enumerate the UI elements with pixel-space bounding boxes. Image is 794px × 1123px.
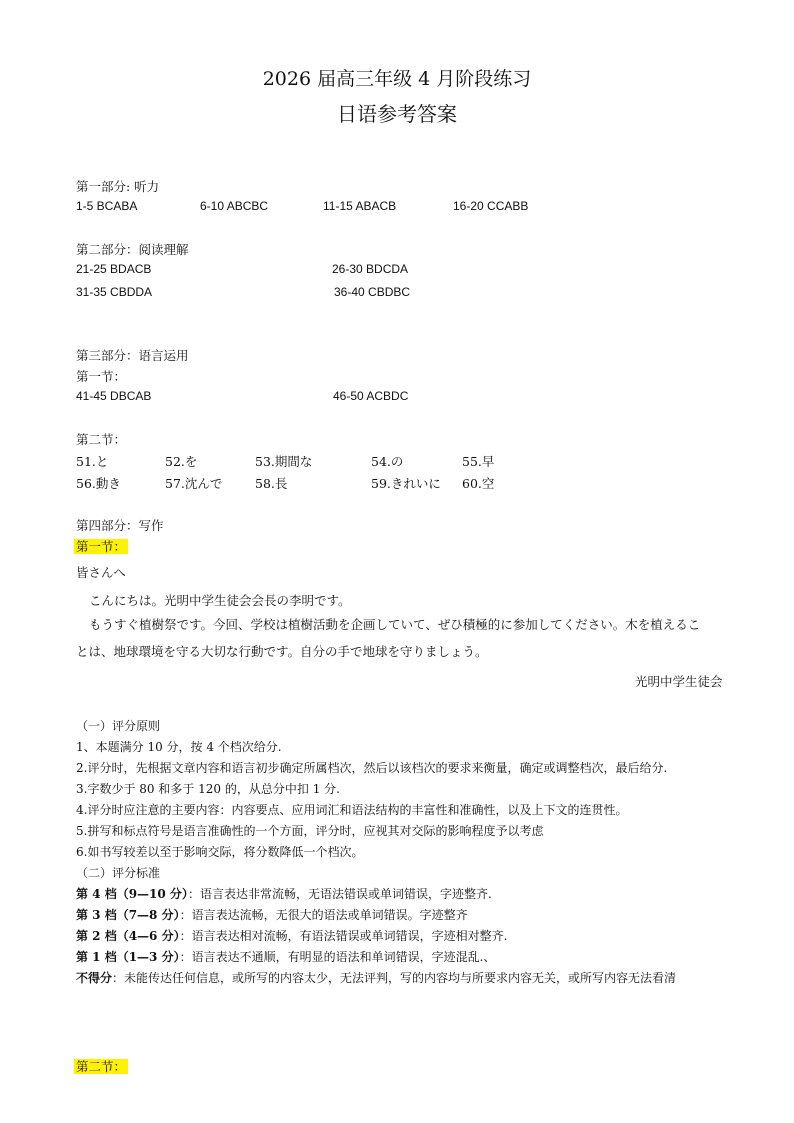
standards-heading: （二）评分标准: [76, 866, 161, 880]
part4-section1-label: [74, 537, 128, 555]
cloze-answer: 53.期間な: [255, 454, 313, 469]
highlighted-label: 第二节：: [76, 1059, 127, 1074]
principle-item: 4.评分时应注意的主要内容：内容要点、应用词汇和语法结构的丰富性和准确性，以及上下文的连贯性。: [76, 803, 628, 817]
cloze-answer: 60.空: [462, 476, 495, 491]
principle-item: 6.如书写较差以至于影响交际，将分数降低一个档次。: [76, 845, 364, 859]
standard-text: ：语言表达流畅，无很大的语法或单词错误。字迹整齐: [179, 908, 468, 922]
part3-heading: 第三部分：语言运用: [76, 348, 189, 363]
scoring-principles: [76, 716, 756, 989]
cloze-answer: 57.沈んで: [165, 476, 223, 491]
cloze-answer: 58.長: [255, 476, 288, 491]
standard-text: ：未能传达任何信息，或所写的内容太少，无法评判，写的内容均与所要求内容无关，或所写内容无法看清: [112, 971, 677, 985]
cloze-answer: 52.を: [165, 454, 198, 469]
part2-answer: 21-25 BDACB: [76, 262, 152, 276]
part1-answer: 1-5 BCABA: [76, 199, 138, 213]
standard-label: 不得分: [76, 971, 113, 985]
letter-paragraph: もうすぐ植樹祭です。今回、学校は植樹活動を企画していて、ぜひ積極的に参加してください。木を植えるこ: [89, 617, 701, 632]
cloze-answer: 56.動き: [76, 476, 121, 491]
part4-section2-label: [74, 1057, 128, 1075]
letter-body: [76, 611, 738, 665]
principle-item: 1、本题满分 10 分，按 4 个档次给分.: [76, 740, 282, 754]
principle-item: 3.字数少于 80 和多于 120 的，从总分中扣 1 分.: [76, 782, 340, 796]
part1-answer: 16-20 CCABB: [453, 199, 529, 213]
part2-answer: 36-40 CBDBC: [334, 285, 411, 299]
cloze-answer: 54.の: [371, 454, 404, 469]
standard-text: ：语言表达相对流畅，有语法错误或单词错误，字迹相对整齐.: [179, 929, 508, 943]
standard-label: 第 2 档（4—6 分）: [76, 929, 180, 943]
part3-section2-label: 第二节：: [76, 432, 127, 447]
standard-item: [76, 947, 756, 968]
document-subtitle: 日语参考答案: [337, 102, 457, 126]
cloze-answer: 55.早: [462, 454, 495, 469]
part2-answer: 31-35 CBDDA: [76, 285, 153, 299]
standard-item: [76, 926, 756, 947]
part1-answer: 6-10 ABCBC: [200, 199, 269, 213]
cloze-answer: 51.と: [76, 454, 109, 469]
part3-answer: 46-50 ACBDC: [333, 389, 409, 403]
cloze-answer: 59.きれいに: [371, 476, 441, 491]
letter-paragraph-cont: とは、地球環境を守る大切な行動です。自分の手で地球を守りましょう。: [76, 644, 488, 659]
part2-heading: 第二部分：阅读理解: [76, 242, 189, 257]
letter-paragraph: こんにちは。光明中学生徒会会長の李明です。: [89, 593, 351, 608]
standard-item: [76, 905, 756, 926]
part3-answer: 41-45 DBCAB: [76, 389, 152, 403]
standard-text: ：语言表达不通顺，有明显的语法和单词错误，字迹混乱.、: [179, 950, 496, 964]
principle-item: 5.拼写和标点符号是语言准确性的一个方面，评分时，应视其对交际的影响程度予以考虑: [76, 824, 544, 838]
standard-label: 第 1 档（1—3 分）: [76, 950, 180, 964]
standard-item: [76, 884, 756, 905]
principles-heading: （一）评分原则: [76, 719, 161, 733]
part2-answer: 26-30 BDCDA: [332, 262, 409, 276]
standard-label: 第 4 档（9—10 分）: [76, 887, 188, 901]
standard-text: ：语言表达非常流畅，无语法错误或单词错误，字迹整齐.: [187, 887, 492, 901]
document-title: 2026 届高三年级 4 月阶段练习: [262, 68, 532, 90]
principle-item: 2.评分时，先根据文章内容和语言初步确定所属档次，然后以该档次的要求来衡量，确定或调整档次，最后给分.: [76, 761, 668, 775]
part4-heading: 第四部分：写作: [76, 518, 164, 533]
part1-heading: 第一部分: 听力: [76, 179, 160, 194]
letter-salutation: 皆さんへ: [76, 565, 126, 580]
part1-answer: 11-15 ABACB: [323, 199, 397, 213]
standard-item: [76, 968, 756, 989]
letter-signature: 光明中学生徒会: [635, 674, 723, 689]
part3-section1-label: 第一节：: [76, 369, 127, 384]
standard-label: 第 3 档（7—8 分）: [76, 908, 180, 922]
highlighted-label: 第一节：: [76, 539, 127, 554]
